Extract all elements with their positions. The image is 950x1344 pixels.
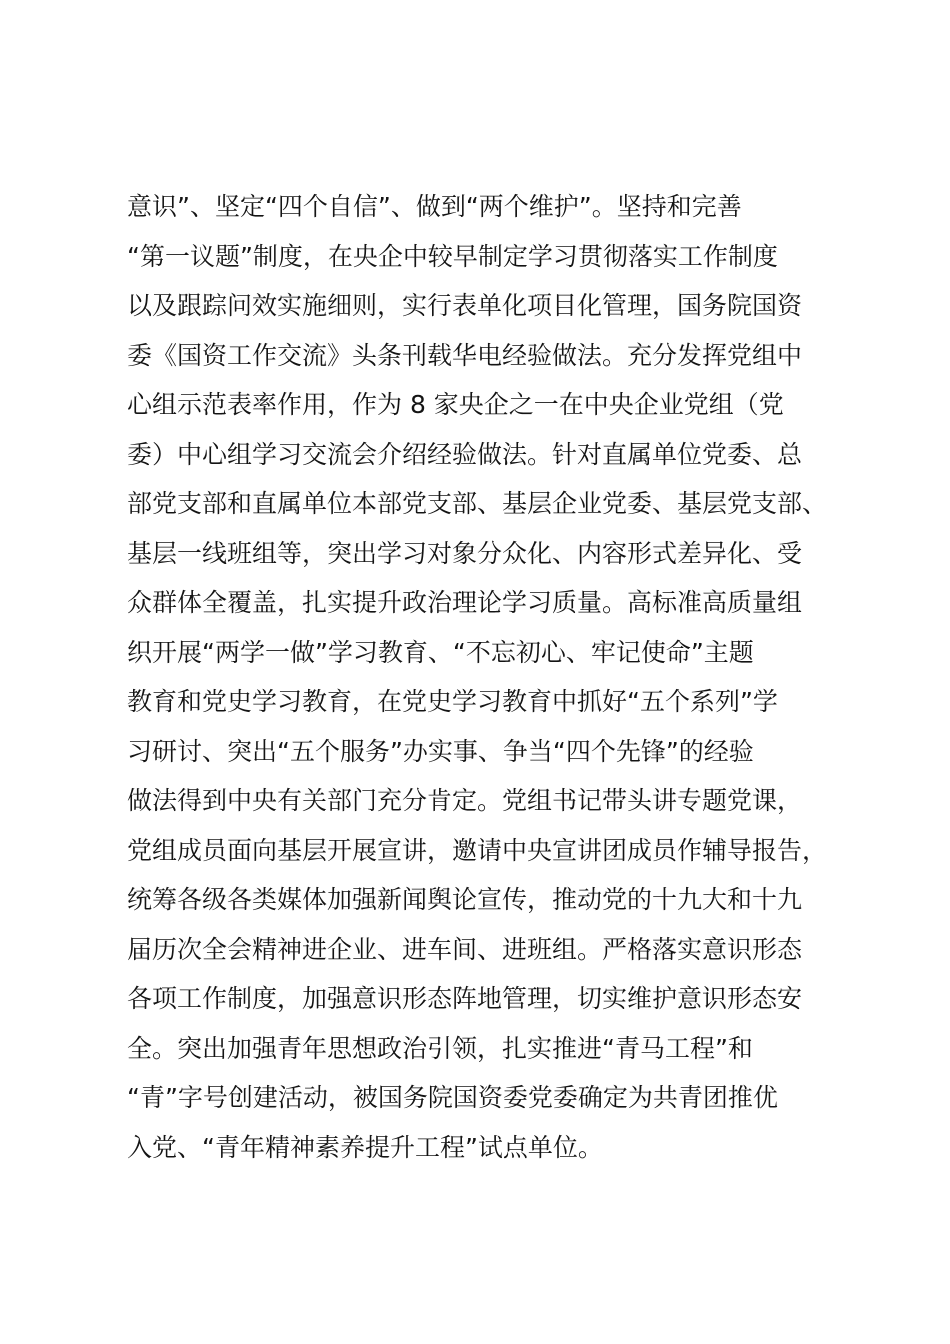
text-line-10: 织开展“两学一做”学习教育、“不忘初心、牢记使命”主题	[127, 637, 754, 667]
body-paragraph	[127, 182, 847, 1172]
text-line-15: 统筹各级各类媒体加强新闻舆论宣传，推动党的十九大和十九	[127, 885, 803, 914]
text-line-6: 委）中心组学习交流会介绍经验做法。针对直属单位党委、总	[127, 439, 803, 469]
text-line-3: 以及跟踪问效实施细则，实行表单化项目化管理，国务院国资	[127, 291, 803, 320]
text-line-14: 党组成员面向基层开展宣讲，邀请中央宣讲团成员作辅导报告，	[127, 835, 828, 865]
text-line-20: 入党、“青年精神素养提升工程”试点单位。	[127, 1132, 603, 1162]
text-line-17: 各项工作制度，加强意识形态阵地管理，切实维护意识形态安	[127, 984, 803, 1013]
text-line-2: “第一议题”制度，在央企中较早制定学习贯彻落实工作制度	[127, 241, 778, 271]
text-line-16: 届历次全会精神进企业、进车间、进班组。严格落实意识形态	[127, 934, 803, 964]
text-line-13: 做法得到中央有关部门充分肯定。党组书记带头讲专题党课，	[127, 786, 803, 815]
text-line-18: 全。突出加强青年思想政治引领，扎实推进“青马工程”和	[127, 1033, 753, 1063]
text-line-1: 意识”、坚定“四个自信”、做到“两个维护”。坚持和完善	[127, 192, 742, 221]
text-line-7: 部党支部和直属单位本部党支部、基层企业党委、基层党支部、	[127, 489, 828, 518]
text-line-5: 心组示范表率作用，作为 8 家央企之一在中央企业党组（党	[127, 390, 784, 419]
text-line-9: 众群体全覆盖，扎实提升政治理论学习质量。高标准高质量组	[127, 588, 803, 617]
text-line-12: 习研讨、突出“五个服务”办实事、争当“四个先锋”的经验	[127, 736, 754, 766]
text-line-19: “青”字号创建活动，被国务院国资委党委确定为共青团推优	[127, 1083, 778, 1112]
text-line-8: 基层一线班组等，突出学习对象分众化、内容形式差异化、受	[127, 538, 803, 568]
text-line-11: 教育和党史学习教育，在党史学习教育中抓好“五个系列”学	[127, 687, 778, 716]
text-line-4: 委《国资工作交流》头条刊载华电经验做法。充分发挥党组中	[127, 340, 803, 370]
